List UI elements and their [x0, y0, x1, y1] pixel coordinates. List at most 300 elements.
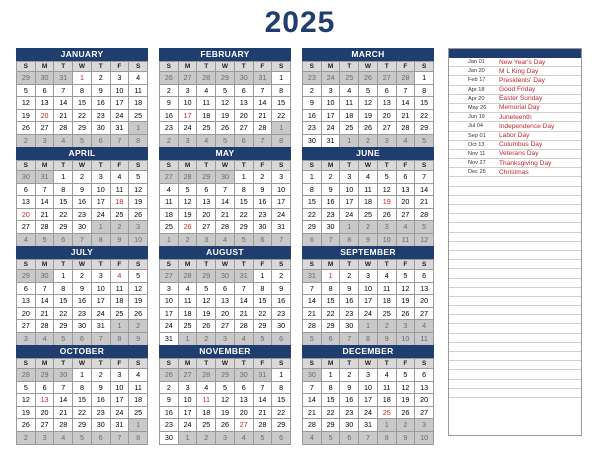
adjacent-month-day-cell: 26 — [160, 369, 179, 382]
day-cell: 25 — [359, 209, 378, 222]
holiday-name: Thanksgiving Day — [499, 159, 552, 167]
holiday-row — [449, 150, 581, 159]
day-cell: 12 — [397, 382, 416, 395]
adjacent-month-day-cell: 7 — [340, 333, 359, 346]
adjacent-month-day-cell: 24 — [322, 72, 341, 85]
day-cell: 22 — [235, 209, 254, 222]
weekday-label: S — [303, 260, 322, 270]
holiday-row — [449, 269, 581, 278]
adjacent-month-day-cell: 1 — [179, 432, 198, 445]
adjacent-month-day-cell: 29 — [197, 171, 216, 184]
day-cell: 14 — [36, 196, 55, 209]
holiday-date: Jan 01 — [468, 59, 485, 65]
month-october — [16, 345, 148, 445]
day-cell: 23 — [272, 308, 291, 321]
day-cell: 27 — [36, 419, 55, 432]
adjacent-month-day-cell: 25 — [340, 72, 359, 85]
adjacent-month-day-cell: 30 — [235, 72, 254, 85]
holiday-row — [449, 177, 581, 186]
adjacent-month-day-cell: 2 — [359, 135, 378, 148]
month-november — [159, 345, 291, 445]
weekday-label: F — [111, 62, 130, 72]
day-cell: 13 — [235, 97, 254, 110]
day-cell: 16 — [73, 295, 92, 308]
day-cell: 18 — [160, 209, 179, 222]
adjacent-month-day-cell: 8 — [111, 333, 130, 346]
adjacent-month-day-cell: 6 — [322, 333, 341, 346]
weekday-label: T — [378, 359, 397, 369]
day-cell: 6 — [415, 369, 434, 382]
adjacent-month-day-cell: 7 — [272, 234, 291, 247]
adjacent-month-day-cell: 8 — [92, 234, 111, 247]
adjacent-month-day-cell: 2 — [179, 234, 198, 247]
adjacent-month-day-cell: 29 — [17, 270, 36, 283]
day-cell: 8 — [235, 184, 254, 197]
day-cell: 26 — [129, 308, 148, 321]
day-cell: 22 — [54, 308, 73, 321]
day-cell: 2 — [272, 270, 291, 283]
day-cell: 16 — [340, 394, 359, 407]
weekday-label: S — [160, 161, 179, 171]
day-cell: 9 — [340, 382, 359, 395]
day-cell: 30 — [160, 432, 179, 445]
day-cell: 9 — [73, 184, 92, 197]
day-cell: 19 — [17, 407, 36, 420]
day-cell: 4 — [111, 270, 130, 283]
day-cell: 28 — [303, 320, 322, 333]
day-cell: 2 — [322, 171, 341, 184]
day-cell: 3 — [359, 369, 378, 382]
weekday-label: T — [197, 359, 216, 369]
day-cell: 13 — [235, 394, 254, 407]
day-cell: 13 — [17, 196, 36, 209]
day-cell: 22 — [272, 110, 291, 123]
adjacent-month-day-cell: 2 — [111, 221, 130, 234]
day-cell: 29 — [54, 221, 73, 234]
day-cell: 28 — [54, 122, 73, 135]
day-cell: 26 — [179, 221, 198, 234]
holiday-row — [449, 187, 581, 196]
day-cell: 30 — [303, 135, 322, 148]
weekday-label: S — [129, 260, 148, 270]
adjacent-month-day-cell: 29 — [36, 369, 55, 382]
day-cell: 18 — [359, 196, 378, 209]
day-cell: 17 — [111, 97, 130, 110]
day-cell: 24 — [359, 407, 378, 420]
day-cell: 22 — [254, 308, 273, 321]
day-cell: 11 — [197, 394, 216, 407]
day-cell: 23 — [73, 308, 92, 321]
day-cell: 2 — [73, 270, 92, 283]
adjacent-month-day-cell: 28 — [197, 72, 216, 85]
day-cell: 4 — [111, 171, 130, 184]
weekday-label: F — [397, 359, 416, 369]
day-cell: 7 — [235, 283, 254, 296]
adjacent-month-day-cell: 4 — [397, 135, 416, 148]
weekday-label: S — [272, 359, 291, 369]
adjacent-month-day-cell: 28 — [179, 270, 198, 283]
day-cell: 21 — [415, 196, 434, 209]
adjacent-month-day-cell: 7 — [254, 135, 273, 148]
month-name: JUNE — [302, 147, 434, 160]
weekday-label: T — [54, 161, 73, 171]
weekday-label: S — [160, 260, 179, 270]
holiday-row — [449, 361, 581, 370]
holiday-row — [449, 306, 581, 315]
month-days-grid — [302, 259, 434, 346]
weekday-label: F — [254, 161, 273, 171]
day-cell: 1 — [235, 171, 254, 184]
day-cell: 14 — [397, 97, 416, 110]
adjacent-month-day-cell: 2 — [378, 320, 397, 333]
day-cell: 16 — [73, 196, 92, 209]
day-cell: 12 — [397, 283, 416, 296]
adjacent-month-day-cell: 5 — [235, 234, 254, 247]
month-days-grid — [16, 61, 148, 148]
day-cell: 9 — [254, 184, 273, 197]
holiday-row — [449, 104, 581, 113]
day-cell: 25 — [129, 110, 148, 123]
adjacent-month-day-cell: 28 — [17, 369, 36, 382]
adjacent-month-day-cell: 27 — [378, 72, 397, 85]
day-cell: 15 — [272, 394, 291, 407]
holiday-name: Columbus Day — [499, 141, 543, 149]
day-cell: 21 — [216, 209, 235, 222]
month-days-grid — [16, 259, 148, 346]
day-cell: 3 — [272, 171, 291, 184]
day-cell: 5 — [397, 369, 416, 382]
weekday-label: T — [378, 161, 397, 171]
weekday-label: S — [17, 260, 36, 270]
adjacent-month-day-cell: 27 — [179, 369, 198, 382]
day-cell: 28 — [36, 320, 55, 333]
weekday-label: M — [179, 161, 198, 171]
day-cell: 10 — [160, 295, 179, 308]
weekday-label: F — [397, 161, 416, 171]
day-cell: 13 — [36, 394, 55, 407]
holiday-date: Jul 04 — [468, 123, 483, 130]
day-cell: 3 — [179, 382, 198, 395]
day-cell: 2 — [92, 369, 111, 382]
weekday-label: S — [272, 260, 291, 270]
adjacent-month-day-cell: 2 — [397, 419, 416, 432]
adjacent-month-day-cell: 5 — [216, 135, 235, 148]
day-cell: 29 — [254, 320, 273, 333]
weekday-label: M — [36, 359, 55, 369]
day-cell: 7 — [54, 382, 73, 395]
weekday-label: F — [111, 260, 130, 270]
adjacent-month-day-cell: 4 — [36, 333, 55, 346]
day-cell: 19 — [197, 308, 216, 321]
adjacent-month-day-cell: 9 — [111, 234, 130, 247]
day-cell: 11 — [359, 184, 378, 197]
holiday-row — [449, 76, 581, 85]
day-cell: 9 — [272, 283, 291, 296]
weekday-label: F — [254, 260, 273, 270]
weekday-label: S — [129, 62, 148, 72]
day-cell: 11 — [197, 97, 216, 110]
weekday-label: W — [73, 62, 92, 72]
day-cell: 8 — [73, 382, 92, 395]
day-cell: 8 — [73, 85, 92, 98]
day-cell: 2 — [160, 85, 179, 98]
day-cell: 15 — [322, 295, 341, 308]
day-cell: 10 — [340, 184, 359, 197]
day-cell: 27 — [378, 122, 397, 135]
day-cell: 21 — [235, 308, 254, 321]
day-cell: 8 — [254, 283, 273, 296]
day-cell: 6 — [235, 382, 254, 395]
day-cell: 9 — [92, 382, 111, 395]
day-cell: 4 — [378, 369, 397, 382]
day-cell: 29 — [322, 320, 341, 333]
adjacent-month-day-cell: 4 — [235, 333, 254, 346]
day-cell: 28 — [415, 209, 434, 222]
adjacent-month-day-cell: 1 — [272, 122, 291, 135]
day-cell: 1 — [415, 72, 434, 85]
adjacent-month-day-cell: 12 — [415, 234, 434, 247]
day-cell: 8 — [322, 382, 341, 395]
day-cell: 25 — [340, 122, 359, 135]
adjacent-month-day-cell: 1 — [378, 419, 397, 432]
day-cell: 22 — [272, 407, 291, 420]
day-cell: 31 — [111, 122, 130, 135]
day-cell: 27 — [17, 221, 36, 234]
weekday-label: M — [322, 161, 341, 171]
day-cell: 16 — [92, 394, 111, 407]
weekday-label: F — [254, 359, 273, 369]
holiday-date: Oct 13 — [468, 141, 485, 148]
day-cell: 7 — [36, 283, 55, 296]
day-cell: 14 — [54, 97, 73, 110]
day-cell: 3 — [179, 85, 198, 98]
day-cell: 26 — [216, 122, 235, 135]
adjacent-month-day-cell: 5 — [54, 333, 73, 346]
month-days-grid — [159, 61, 291, 148]
adjacent-month-day-cell: 30 — [216, 171, 235, 184]
adjacent-month-day-cell: 6 — [92, 432, 111, 445]
day-cell: 19 — [129, 196, 148, 209]
day-cell: 10 — [111, 85, 130, 98]
day-cell: 2 — [340, 369, 359, 382]
holiday-row — [449, 86, 581, 95]
day-cell: 7 — [397, 85, 416, 98]
day-cell: 25 — [129, 407, 148, 420]
day-cell: 31 — [272, 221, 291, 234]
weekday-label: T — [340, 359, 359, 369]
month-days-grid — [159, 160, 291, 247]
day-cell: 6 — [36, 382, 55, 395]
day-cell: 3 — [359, 270, 378, 283]
holiday-name: Easter Sunday — [499, 95, 543, 103]
adjacent-month-day-cell: 5 — [73, 135, 92, 148]
month-july — [16, 246, 148, 346]
adjacent-month-day-cell: 3 — [415, 419, 434, 432]
day-cell: 4 — [340, 85, 359, 98]
holiday-date: Apr 18 — [468, 86, 485, 93]
holiday-row — [449, 223, 581, 232]
day-cell: 28 — [397, 122, 416, 135]
day-cell: 29 — [322, 419, 341, 432]
day-cell: 31 — [160, 333, 179, 346]
adjacent-month-day-cell: 7 — [92, 333, 111, 346]
weekday-label: S — [129, 359, 148, 369]
holiday-row — [449, 196, 581, 205]
day-cell: 16 — [160, 407, 179, 420]
day-cell: 10 — [179, 97, 198, 110]
adjacent-month-day-cell: 2 — [17, 135, 36, 148]
weekday-label: F — [397, 260, 416, 270]
day-cell: 25 — [111, 308, 130, 321]
month-days-grid — [16, 358, 148, 445]
day-cell: 30 — [73, 320, 92, 333]
day-cell: 17 — [179, 110, 198, 123]
holiday-date: May 26 — [468, 104, 487, 111]
day-cell: 24 — [340, 209, 359, 222]
day-cell: 25 — [197, 419, 216, 432]
day-cell: 4 — [359, 171, 378, 184]
adjacent-month-day-cell: 3 — [378, 221, 397, 234]
month-days-grid — [302, 160, 434, 247]
day-cell: 23 — [92, 110, 111, 123]
weekday-label: T — [92, 359, 111, 369]
day-cell: 12 — [17, 394, 36, 407]
adjacent-month-day-cell: 6 — [54, 234, 73, 247]
day-cell: 17 — [272, 196, 291, 209]
day-cell: 21 — [54, 110, 73, 123]
weekday-label: M — [322, 260, 341, 270]
weekday-label: M — [36, 260, 55, 270]
day-cell: 5 — [17, 382, 36, 395]
adjacent-month-day-cell: 6 — [73, 333, 92, 346]
month-june — [302, 147, 434, 247]
adjacent-month-day-cell: 28 — [397, 72, 416, 85]
day-cell: 20 — [36, 110, 55, 123]
day-cell: 10 — [359, 382, 378, 395]
month-march — [302, 48, 434, 148]
day-cell: 28 — [36, 221, 55, 234]
adjacent-month-day-cell: 8 — [129, 135, 148, 148]
month-april — [16, 147, 148, 247]
day-cell: 8 — [303, 184, 322, 197]
day-cell: 9 — [92, 85, 111, 98]
day-cell: 31 — [322, 135, 341, 148]
day-cell: 13 — [397, 184, 416, 197]
day-cell: 4 — [129, 369, 148, 382]
day-cell: 17 — [322, 110, 341, 123]
weekday-label: S — [272, 62, 291, 72]
weekday-label: W — [359, 161, 378, 171]
adjacent-month-day-cell: 31 — [254, 369, 273, 382]
day-cell: 21 — [303, 407, 322, 420]
day-cell: 21 — [254, 407, 273, 420]
day-cell: 5 — [129, 270, 148, 283]
adjacent-month-day-cell: 2 — [359, 221, 378, 234]
holiday-date: Nov 27 — [468, 160, 486, 167]
day-cell: 5 — [17, 85, 36, 98]
day-cell: 22 — [303, 209, 322, 222]
adjacent-month-day-cell: 1 — [359, 320, 378, 333]
day-cell: 6 — [235, 85, 254, 98]
adjacent-month-day-cell: 6 — [235, 135, 254, 148]
day-cell: 20 — [17, 308, 36, 321]
day-cell: 9 — [160, 97, 179, 110]
adjacent-month-day-cell: 28 — [179, 171, 198, 184]
day-cell: 4 — [129, 72, 148, 85]
day-cell: 3 — [111, 369, 130, 382]
weekday-label: S — [415, 260, 434, 270]
adjacent-month-day-cell: 7 — [322, 234, 341, 247]
adjacent-month-day-cell: 10 — [378, 234, 397, 247]
day-cell: 30 — [272, 320, 291, 333]
adjacent-month-day-cell: 4 — [216, 234, 235, 247]
day-cell: 1 — [303, 171, 322, 184]
adjacent-month-day-cell: 8 — [378, 432, 397, 445]
day-cell: 5 — [397, 270, 416, 283]
day-cell: 28 — [303, 419, 322, 432]
weekday-label: W — [216, 260, 235, 270]
day-cell: 15 — [54, 295, 73, 308]
day-cell: 21 — [36, 209, 55, 222]
day-cell: 4 — [160, 184, 179, 197]
day-cell: 31 — [359, 419, 378, 432]
month-name: APRIL — [16, 147, 148, 160]
month-name: FEBRUARY — [159, 48, 291, 61]
day-cell: 18 — [111, 196, 130, 209]
weekday-label: S — [415, 161, 434, 171]
holiday-name: Labor Day — [499, 132, 530, 139]
adjacent-month-day-cell: 11 — [397, 234, 416, 247]
day-cell: 24 — [272, 209, 291, 222]
adjacent-month-day-cell: 3 — [216, 432, 235, 445]
day-cell: 20 — [36, 407, 55, 420]
adjacent-month-day-cell: 1 — [129, 122, 148, 135]
holiday-date: Dec 25 — [468, 169, 486, 176]
day-cell: 29 — [235, 221, 254, 234]
weekday-label: W — [216, 62, 235, 72]
month-name: JULY — [16, 246, 148, 259]
day-cell: 13 — [216, 295, 235, 308]
day-cell: 23 — [160, 122, 179, 135]
adjacent-month-day-cell: 4 — [235, 432, 254, 445]
holiday-row — [449, 343, 581, 352]
day-cell: 13 — [415, 382, 434, 395]
day-cell: 17 — [359, 295, 378, 308]
day-cell: 1 — [254, 270, 273, 283]
day-cell: 12 — [129, 283, 148, 296]
day-cell: 15 — [303, 196, 322, 209]
day-cell: 1 — [272, 369, 291, 382]
day-cell: 31 — [111, 419, 130, 432]
day-cell: 12 — [179, 196, 198, 209]
day-cell: 19 — [216, 407, 235, 420]
month-name: MAY — [159, 147, 291, 160]
day-cell: 24 — [92, 308, 111, 321]
day-cell: 20 — [415, 295, 434, 308]
weekday-label: S — [303, 359, 322, 369]
day-cell: 16 — [92, 97, 111, 110]
day-cell: 20 — [415, 394, 434, 407]
day-cell: 7 — [303, 283, 322, 296]
weekday-label: F — [111, 359, 130, 369]
day-cell: 14 — [254, 394, 273, 407]
adjacent-month-day-cell: 3 — [179, 135, 198, 148]
day-cell: 6 — [36, 85, 55, 98]
adjacent-month-day-cell: 5 — [36, 234, 55, 247]
adjacent-month-day-cell: 30 — [303, 369, 322, 382]
day-cell: 12 — [216, 394, 235, 407]
day-cell: 20 — [17, 209, 36, 222]
